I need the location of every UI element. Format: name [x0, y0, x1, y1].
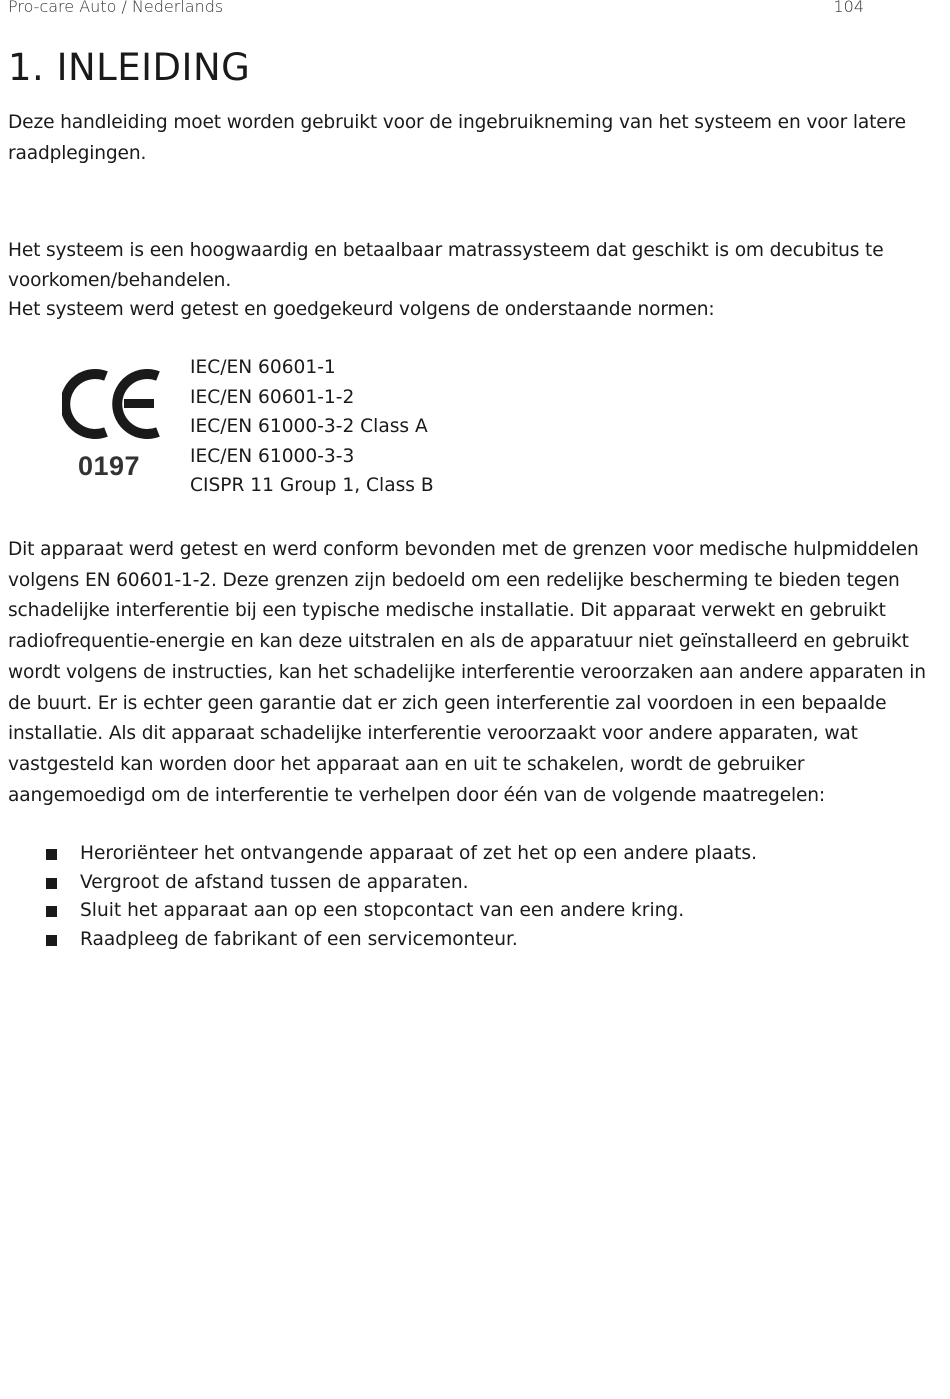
ce-mark-icon: [62, 363, 166, 447]
standard-item: IEC/EN 61000-3-2 Class A: [190, 416, 428, 438]
system-description-line-1: Het systeem is een hoogwaardig en betaalbaar matrassysteem dat geschikt is om decubitus te voorkomen/behandelen.: [8, 240, 884, 291]
measure-item: [44, 897, 757, 926]
standards-list: [190, 353, 434, 501]
standard-item: IEC/EN 60601-1: [190, 357, 336, 378]
ce-mark: [62, 363, 166, 487]
standard-item: IEC/EN 60601-1-2: [190, 386, 355, 408]
page-header: [8, 0, 864, 20]
emc-paragraph: Dit apparaat werd getest en werd conform bevonden met de grenzen voor medische hulpmiddelen volgens EN 60601-1-2. Deze grenzen zijn bedoeld om een redelijke bescherming te bieden tegen schadelijke interferentie bij een typische medische installatie. Dit apparaat verwekt en gebruikt radiofrequentie-energie en kan deze uitstralen en als de apparatuur niet geïnstalleerd en gebruikt wordt volgens de instructies, kan het schadelijke interferentie veroorzaken aan andere apparaten in de buurt. Er is echter geen garantie dat er zich geen interferentie zal voordoen in een bepaalde installatie. Als dit apparaat schadelijke interferentie veroorzaakt voor andere apparaten, wat vastgesteld kan worden door het apparaat aan en uit te schakelen, wordt de gebruiker aangemoedigd om de interferentie te verhelpen door één van de volgende maatregelen:: [8, 539, 926, 806]
page-number: 104: [833, 0, 864, 16]
square-bullet-icon: [46, 935, 57, 946]
ce-notified-body-number: 0197: [78, 451, 141, 481]
measure-text: Vergroot de afstand tussen de apparaten.: [80, 871, 469, 893]
measure-item: [44, 869, 757, 898]
square-bullet-icon: [46, 849, 57, 860]
measure-text: Heroriënteer het ontvangende apparaat of zet het op een andere plaats.: [80, 843, 758, 864]
measure-text: Raadpleeg de fabrikant of een servicemonteur.: [80, 928, 518, 950]
measures-list: [44, 840, 757, 954]
intro-paragraph: Deze handleiding moet worden gebruikt voor de ingebruikneming van het systeem en voor latere raadplegingen.: [8, 112, 906, 164]
square-bullet-icon: [46, 878, 57, 889]
document-name: Pro-care Auto / Nederlands: [8, 0, 224, 16]
square-bullet-icon: [46, 906, 57, 917]
measure-item: [44, 840, 757, 869]
standard-item: CISPR 11 Group 1, Class B: [190, 475, 434, 497]
measure-text: Sluit het apparaat aan op een stopcontact van een andere kring.: [80, 900, 685, 922]
system-description: [8, 236, 943, 325]
measure-item: [44, 926, 757, 955]
system-description-line-2: Het systeem werd getest en goedgekeurd volgens de onderstaande normen:: [8, 299, 715, 320]
standard-item: IEC/EN 61000-3-3: [190, 445, 355, 467]
section-title: 1. INLEIDING: [8, 46, 251, 89]
